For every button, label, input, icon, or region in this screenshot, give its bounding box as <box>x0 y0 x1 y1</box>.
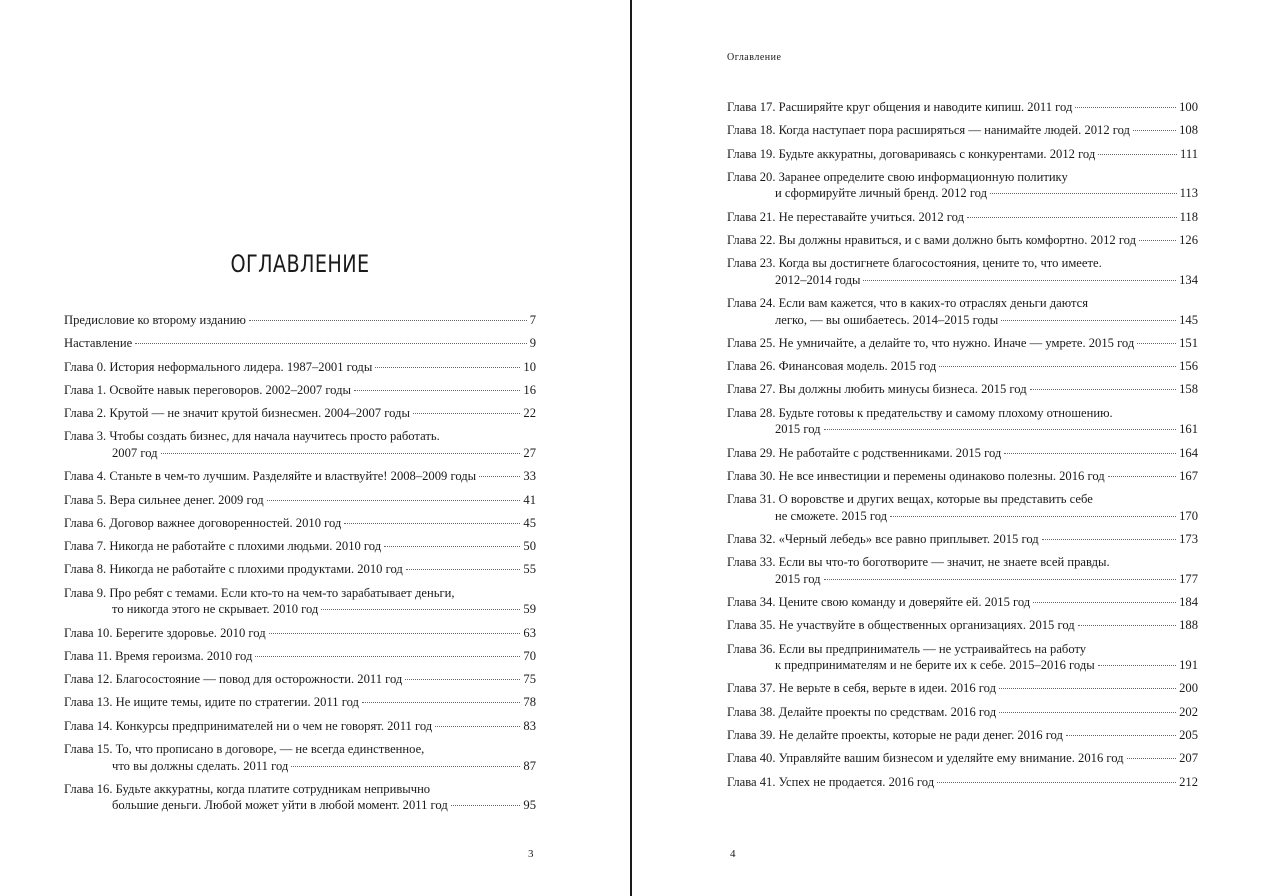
toc-entry <box>64 492 536 509</box>
dot-leader <box>999 688 1176 689</box>
toc-entry <box>64 335 536 352</box>
toc-entry-title: Глава 4. Станьте в чем-то лучшим. Разделяйте и властвуйте! 2008–2009 годы <box>64 469 477 484</box>
dot-leader <box>354 390 520 391</box>
toc-entry-page: 170 <box>1179 508 1198 523</box>
toc-entry-title: что вы должны сделать. 2011 год <box>112 758 289 773</box>
toc-entry-title: Глава 20. Заранее определите свою информационную политику <box>727 169 1068 184</box>
toc-entry-line <box>64 492 536 509</box>
toc-entry-page: 161 <box>1179 422 1198 437</box>
toc-entry-title: Глава 6. Договор важнее договоренностей. 2010 год <box>64 515 342 530</box>
dot-leader <box>1075 107 1176 108</box>
toc-entry-line <box>64 758 536 775</box>
toc-entry-line <box>727 468 1198 485</box>
dot-leader <box>863 280 1176 281</box>
toc-entry-title: Глава 5. Вера сильнее денег. 2009 год <box>64 492 264 507</box>
toc-entry-page: 100 <box>1179 100 1198 114</box>
toc-entry-line <box>64 335 536 352</box>
toc-entry <box>64 359 536 376</box>
toc-entry-title: Глава 9. Про ребят с темами. Если кто-то на чем-то зарабатывает деньги, <box>64 585 455 600</box>
dot-leader <box>291 766 520 767</box>
toc-entry-title: Глава 12. Благосостояние — повод для осторожности. 2011 год <box>64 672 403 687</box>
toc-entry-title: 2012–2014 годы <box>775 272 861 287</box>
toc-entry <box>727 704 1198 721</box>
toc-entry-line <box>64 797 536 814</box>
dot-leader <box>135 343 526 344</box>
toc-entry-line <box>727 727 1198 744</box>
toc-entry-title: Глава 39. Не делайте проекты, которые не ради денег. 2016 год <box>727 728 1063 743</box>
toc-entry-page: 167 <box>1179 468 1198 483</box>
toc-entry <box>727 750 1198 767</box>
dot-leader <box>1137 343 1176 344</box>
toc-entry-line <box>727 774 1198 791</box>
toc-list-right <box>727 99 1198 797</box>
toc-entry-page: 113 <box>1179 186 1198 201</box>
toc-entry-line <box>727 641 1198 658</box>
toc-entry-title: Глава 1. Освойте навык переговоров. 2002–2007 годы <box>64 382 351 397</box>
dot-leader <box>1033 602 1176 603</box>
toc-entry-title: Глава 2. Крутой — не значит крутой бизнесмен. 2004–2007 годы <box>64 406 410 421</box>
toc-entry-title: Глава 21. Не переставайте учиться. 2012 год <box>727 209 964 224</box>
toc-entry-page: 7 <box>529 313 536 327</box>
toc-entry-line <box>64 405 536 422</box>
toc-entry-page: 75 <box>523 672 536 687</box>
toc-entry-page: 87 <box>523 758 536 773</box>
toc-entry <box>727 169 1198 202</box>
toc-entry <box>727 531 1198 548</box>
toc-entry-page: 156 <box>1179 359 1198 374</box>
dot-leader <box>1030 389 1177 390</box>
dot-leader <box>1108 476 1176 477</box>
dot-leader <box>1042 539 1176 540</box>
dot-leader <box>939 366 1176 367</box>
toc-entry-page: 184 <box>1179 595 1198 610</box>
toc-entry-page: 173 <box>1179 531 1198 546</box>
toc-entry-page: 78 <box>523 695 536 710</box>
toc-entry-page: 191 <box>1179 658 1198 673</box>
toc-entry-page: 158 <box>1179 382 1198 397</box>
toc-entry-line <box>64 601 536 618</box>
toc-entry <box>727 554 1198 587</box>
toc-entry-line <box>727 122 1198 139</box>
toc-entry-title: и сформируйте личный бренд. 2012 год <box>775 186 988 201</box>
toc-entry-title: Глава 14. Конкурсы предпринимателей ни о чем не говорят. 2011 год <box>64 718 433 733</box>
toc-entry-line <box>727 335 1198 352</box>
dot-leader <box>255 656 520 657</box>
toc-entry-line <box>727 185 1198 202</box>
toc-entry-title: Глава 27. Вы должны любить минусы бизнеса. 2015 год <box>727 382 1027 397</box>
dot-leader <box>405 679 520 680</box>
dot-leader <box>1004 453 1176 454</box>
toc-entry-line <box>64 359 536 376</box>
toc-entry-title: Глава 0. История неформального лидера. 1987–2001 годы <box>64 359 373 374</box>
toc-entry <box>64 312 536 329</box>
toc-entry <box>727 680 1198 697</box>
toc-entry-line <box>727 750 1198 767</box>
toc-entry-title: Глава 25. Не умничайте, а делайте то, что нужно. Иначе — умрете. 2015 год <box>727 335 1135 350</box>
toc-entry <box>727 358 1198 375</box>
toc-entry-line <box>727 312 1198 329</box>
dot-leader <box>1127 758 1177 759</box>
page-number-right: 4 <box>730 848 736 860</box>
toc-entry-page: 164 <box>1179 445 1198 460</box>
toc-entry-page: 207 <box>1179 751 1198 766</box>
toc-entry-page: 145 <box>1179 312 1198 327</box>
toc-entry-line <box>64 625 536 642</box>
toc-entry-page: 126 <box>1179 232 1198 247</box>
toc-entry <box>727 727 1198 744</box>
toc-entry-title: Глава 26. Финансовая модель. 2015 год <box>727 359 937 374</box>
dot-leader <box>1078 625 1176 626</box>
dot-leader <box>967 217 1177 218</box>
toc-entry-title: 2015 год <box>775 422 821 437</box>
toc-entry-page: 83 <box>523 718 536 733</box>
toc-entry-title: Глава 18. Когда наступает пора расширяться — нанимайте людей. 2012 год <box>727 123 1130 138</box>
dot-leader <box>937 782 1176 783</box>
toc-entry-line <box>727 657 1198 674</box>
toc-entry <box>727 295 1198 328</box>
toc-entry-title: 2007 год <box>112 445 158 460</box>
toc-entry-title: к предпринимателям и не берите их к себе. 2015–2016 годы <box>775 658 1095 673</box>
toc-entry-line <box>727 255 1198 272</box>
toc-entry-title: Глава 34. Цените свою команду и доверяйте ей. 2015 год <box>727 595 1031 610</box>
toc-entry-title: Глава 28. Будьте готовы к предательству и самому плохому отношению. <box>727 405 1113 420</box>
toc-entry <box>727 641 1198 674</box>
toc-entry-line <box>64 312 536 329</box>
toc-entry-page: 63 <box>523 625 536 640</box>
toc-entry-line <box>727 445 1198 462</box>
toc-entry <box>64 671 536 688</box>
toc-entry <box>64 625 536 642</box>
toc-entry-line <box>727 295 1198 312</box>
book-spine <box>630 0 632 896</box>
toc-entry-line <box>64 648 536 665</box>
toc-entry-line <box>64 428 536 445</box>
dot-leader <box>161 453 521 454</box>
toc-entry <box>727 255 1198 288</box>
toc-entry-page: 9 <box>529 336 536 351</box>
toc-entry-line <box>727 571 1198 588</box>
toc-entry-line <box>727 169 1198 186</box>
toc-entry-title: Глава 13. Не ищите темы, идите по стратегии. 2011 год <box>64 695 359 710</box>
dot-leader <box>249 320 527 321</box>
toc-entry <box>64 648 536 665</box>
toc-entry-page: 108 <box>1179 123 1198 138</box>
toc-entry <box>64 781 536 814</box>
toc-entry-title: Глава 11. Время героизма. 2010 год <box>64 648 253 663</box>
toc-entry <box>727 146 1198 163</box>
toc-entry-page: 205 <box>1179 728 1198 743</box>
dot-leader <box>451 805 521 806</box>
dot-leader <box>1133 130 1176 131</box>
toc-entry-title: Глава 17. Расширяйте круг общения и наводите кипиш. 2011 год <box>727 100 1073 114</box>
dot-leader <box>1001 320 1176 321</box>
dot-leader <box>824 429 1177 430</box>
toc-entry-title: Глава 24. Если вам кажется, что в каких-то отраслях деньги даются <box>727 296 1088 311</box>
toc-entry-line <box>64 585 536 602</box>
toc-entry-title: Глава 38. Делайте проекты по средствам. 2016 год <box>727 704 997 719</box>
toc-entry-title: Наставление <box>64 336 133 351</box>
dot-leader <box>362 702 520 703</box>
toc-entry-page: 188 <box>1179 618 1198 633</box>
toc-entry-page: 202 <box>1179 704 1198 719</box>
toc-entry-line <box>727 272 1198 289</box>
toc-entry-title: Глава 8. Никогда не работайте с плохими продуктами. 2010 год <box>64 562 403 577</box>
toc-entry-line <box>64 741 536 758</box>
toc-entry <box>64 694 536 711</box>
toc-entry <box>64 468 536 485</box>
toc-entry <box>727 209 1198 226</box>
toc-entry <box>727 468 1198 485</box>
toc-entry-title: Глава 41. Успех не продается. 2016 год <box>727 774 935 789</box>
toc-entry-line <box>727 232 1198 249</box>
dot-leader <box>406 569 521 570</box>
toc-entry-line <box>64 781 536 798</box>
left-page <box>0 0 630 896</box>
toc-entry-page: 22 <box>523 406 536 421</box>
dot-leader <box>413 413 520 414</box>
toc-list-left <box>64 312 536 821</box>
toc-entry-line <box>64 694 536 711</box>
toc-entry-title: Глава 32. «Черный лебедь» все равно приплывет. 2015 год <box>727 531 1039 546</box>
toc-entry-line <box>727 531 1198 548</box>
toc-heading: ОГЛАВЛЕНИЕ <box>230 250 370 278</box>
dot-leader <box>267 500 521 501</box>
toc-entry-line <box>727 146 1198 163</box>
toc-entry-page: 27 <box>523 445 536 460</box>
toc-entry <box>727 617 1198 634</box>
toc-entry-line <box>727 421 1198 438</box>
toc-entry-title: Глава 37. Не верьте в себя, верьте в идеи. 2016 год <box>727 681 996 696</box>
toc-entry-title: Глава 22. Вы должны нравиться, и с вами должно быть комфортно. 2012 год <box>727 232 1137 247</box>
toc-entry-line <box>727 381 1198 398</box>
toc-entry-line <box>727 358 1198 375</box>
toc-entry-title: легко, — вы ошибаетесь. 2014–2015 годы <box>775 312 999 327</box>
toc-entry <box>727 381 1198 398</box>
toc-entry-line <box>727 405 1198 422</box>
toc-entry-page: 151 <box>1179 335 1198 350</box>
toc-entry-page: 10 <box>523 359 536 374</box>
toc-entry-page: 95 <box>523 798 536 813</box>
toc-entry-title: Глава 7. Никогда не работайте с плохими людьми. 2010 год <box>64 539 382 554</box>
dot-leader <box>999 712 1176 713</box>
toc-entry-line <box>727 99 1198 116</box>
dot-leader <box>479 476 520 477</box>
toc-entry-line <box>727 680 1198 697</box>
toc-entry <box>64 428 536 461</box>
running-head: Оглавление <box>727 52 782 63</box>
toc-entry-title: не сможете. 2015 год <box>775 508 888 523</box>
page-number-left: 3 <box>528 848 534 860</box>
toc-entry-page: 33 <box>523 469 536 484</box>
toc-entry <box>64 585 536 618</box>
toc-entry <box>64 515 536 532</box>
toc-entry-line <box>64 445 536 462</box>
toc-entry-line <box>727 209 1198 226</box>
toc-entry-title: Глава 23. Когда вы достигнете благосостояния, цените то, что имеете. <box>727 256 1102 271</box>
dot-leader <box>990 193 1177 194</box>
toc-entry <box>64 538 536 555</box>
dot-leader <box>375 367 520 368</box>
toc-entry-title: Предисловие ко второму изданию <box>64 313 246 327</box>
toc-entry-page: 118 <box>1179 209 1198 224</box>
toc-entry <box>64 718 536 735</box>
toc-entry-line <box>727 617 1198 634</box>
toc-entry-title: Глава 15. То, что прописано в договоре, — не всегда единственное, <box>64 742 425 757</box>
toc-entry <box>727 405 1198 438</box>
toc-entry-line <box>64 515 536 532</box>
toc-entry-title: Глава 33. Если вы что-то боготворите — значит, не знаете всей правды. <box>727 555 1110 570</box>
toc-entry-line <box>727 594 1198 611</box>
toc-entry-title: Глава 3. Чтобы создать бизнес, для начала научитесь просто работать. <box>64 429 440 444</box>
toc-entry <box>727 774 1198 791</box>
toc-entry-page: 212 <box>1179 774 1198 789</box>
toc-entry <box>727 594 1198 611</box>
toc-entry-title: Глава 31. О воровстве и других вещах, которые вы представить себе <box>727 492 1093 507</box>
toc-entry-line <box>64 382 536 399</box>
toc-entry-page: 16 <box>523 382 536 397</box>
toc-entry <box>727 335 1198 352</box>
toc-entry-title: 2015 год <box>775 571 821 586</box>
toc-entry-title: Глава 35. Не участвуйте в общественных организациях. 2015 год <box>727 618 1075 633</box>
toc-entry-title: Глава 40. Управляйте вашим бизнесом и уделяйте ему внимание. 2016 год <box>727 751 1124 766</box>
toc-entry-page: 134 <box>1179 272 1198 287</box>
toc-entry <box>727 99 1198 116</box>
right-page <box>633 0 1264 896</box>
toc-entry <box>64 741 536 774</box>
toc-entry-line <box>64 561 536 578</box>
dot-leader <box>321 609 520 610</box>
toc-entry-page: 50 <box>523 539 536 554</box>
toc-entry <box>727 445 1198 462</box>
dot-leader <box>890 516 1176 517</box>
toc-entry <box>727 122 1198 139</box>
toc-entry-line <box>64 718 536 735</box>
toc-entry <box>64 561 536 578</box>
dot-leader <box>435 726 520 727</box>
toc-entry-page: 111 <box>1180 146 1198 161</box>
toc-entry-line <box>727 554 1198 571</box>
toc-entry-page: 45 <box>523 515 536 530</box>
dot-leader <box>1098 665 1176 666</box>
toc-entry-title: Глава 29. Не работайте с родственниками. 2015 год <box>727 445 1002 460</box>
toc-entry-line <box>727 704 1198 721</box>
toc-entry-page: 177 <box>1179 571 1198 586</box>
toc-entry-page: 55 <box>523 562 536 577</box>
dot-leader <box>269 633 521 634</box>
toc-entry <box>64 405 536 422</box>
toc-entry-line <box>727 508 1198 525</box>
dot-leader <box>344 523 520 524</box>
toc-entry-page: 59 <box>523 602 536 617</box>
toc-entry-line <box>64 671 536 688</box>
toc-entry-line <box>727 491 1198 508</box>
toc-entry <box>727 232 1198 249</box>
toc-entry-title: Глава 10. Берегите здоровье. 2010 год <box>64 625 266 640</box>
toc-entry <box>727 491 1198 524</box>
dot-leader <box>1066 735 1176 736</box>
toc-entry-title: Глава 19. Будьте аккуратны, договариваясь с конкурентами. 2012 год <box>727 146 1096 161</box>
toc-entry-title: то никогда этого не скрывает. 2010 год <box>112 602 319 617</box>
toc-entry-title: Глава 30. Не все инвестиции и перемены одинаково полезны. 2016 год <box>727 468 1105 483</box>
toc-entry <box>64 382 536 399</box>
dot-leader <box>1098 154 1177 155</box>
toc-entry-title: Глава 16. Будьте аккуратны, когда платите сотрудникам непривычно <box>64 781 431 796</box>
toc-entry-line <box>64 538 536 555</box>
toc-entry-title: большие деньги. Любой может уйти в любой момент. 2011 год <box>112 798 448 813</box>
toc-entry-page: 200 <box>1179 681 1198 696</box>
toc-entry-page: 41 <box>523 492 536 507</box>
dot-leader <box>824 579 1177 580</box>
dot-leader <box>384 546 520 547</box>
toc-entry-line <box>64 468 536 485</box>
dot-leader <box>1139 240 1176 241</box>
toc-entry-title: Глава 36. Если вы предприниматель — не устраивайтесь на работу <box>727 641 1087 656</box>
toc-entry-page: 70 <box>523 648 536 663</box>
